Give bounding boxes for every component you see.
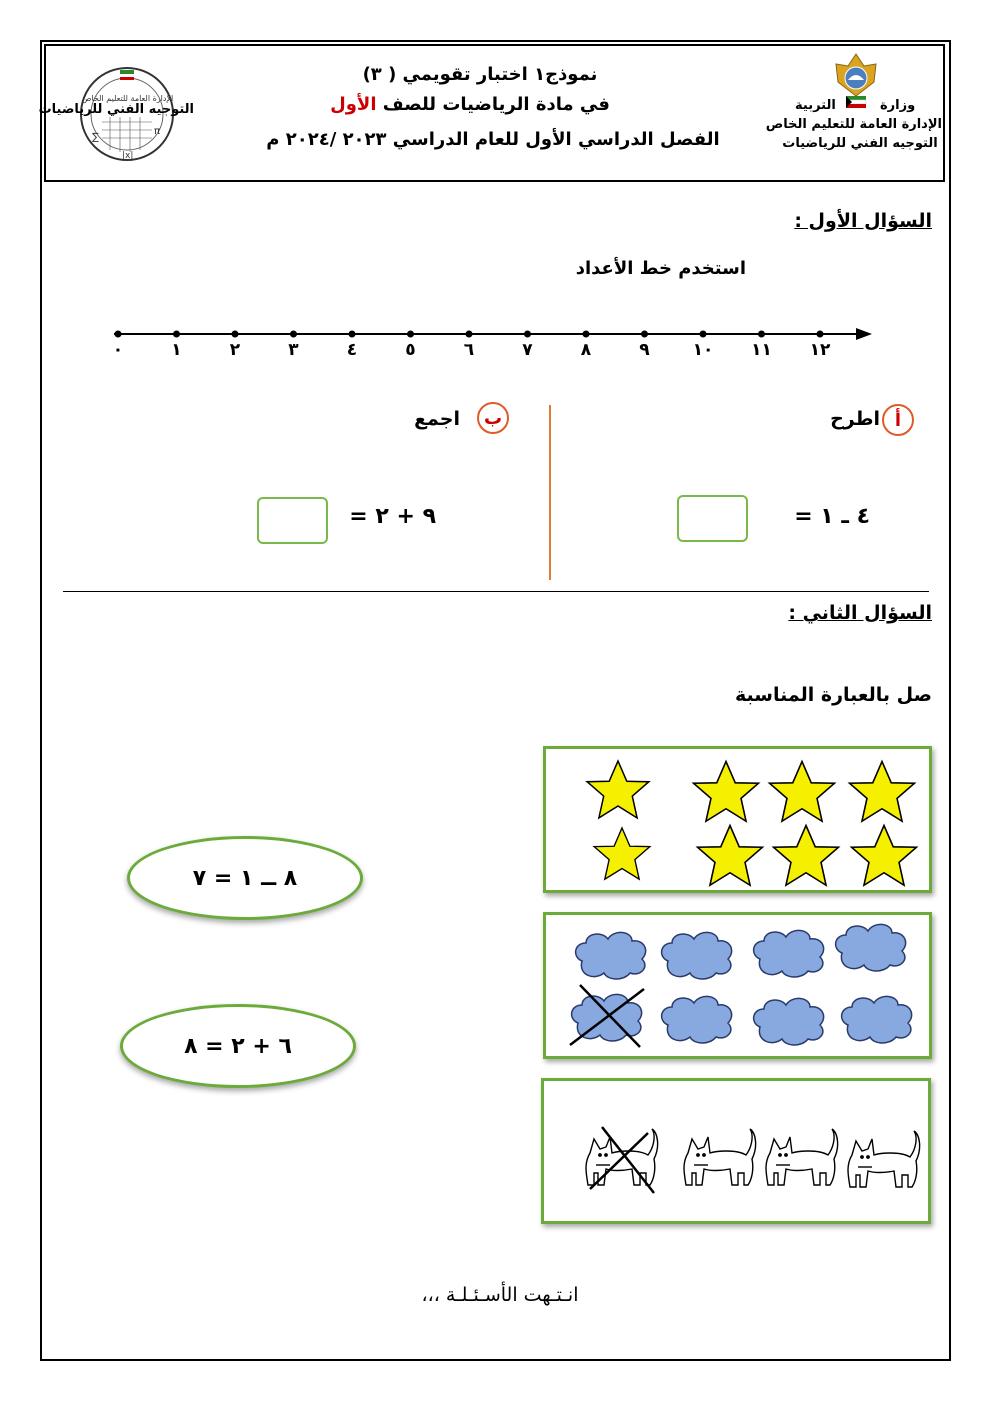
part-b-equation: ٩ + ٢ = xyxy=(349,504,436,529)
question-2-title: السؤال الثاني : xyxy=(788,602,932,624)
part-b-marker xyxy=(477,402,509,434)
cloud-icon xyxy=(754,930,824,977)
equation-oval-2-text: ٦ + ٢ = ٨ xyxy=(184,1033,292,1059)
number-line-label: ٣ xyxy=(288,340,299,360)
logo-big-text: التوجيه الفني للرياضيات xyxy=(38,102,194,117)
number-line-label: ١٢ xyxy=(809,340,831,360)
number-line-label: ٢ xyxy=(229,340,241,360)
number-line-label: ١١ xyxy=(751,340,772,360)
subject-prefix: في مادة الرياضيات للصف xyxy=(376,94,610,115)
svg-text:|x|: |x| xyxy=(122,151,134,161)
cloud-icon xyxy=(662,996,732,1043)
equation-oval-1[interactable] xyxy=(127,836,363,920)
cats-picture-box[interactable] xyxy=(541,1078,931,1224)
number-line-tick xyxy=(524,331,531,338)
number-line-label: ١ xyxy=(171,340,182,360)
part-b-label: اجمع xyxy=(414,408,460,430)
page-title: نموذج١ اختبار تقويمي ( ٣) xyxy=(362,64,598,85)
stars-picture-box[interactable] xyxy=(543,746,932,893)
number-line-tick xyxy=(758,331,765,338)
ministry-department: الإدارة العامة للتعليم الخاص xyxy=(765,117,942,132)
number-line-label: ١٠ xyxy=(692,340,714,360)
cloud-icon xyxy=(576,932,646,979)
star-icon xyxy=(694,762,759,822)
cloud-icon xyxy=(842,996,912,1043)
star-icon xyxy=(587,761,649,818)
star-icon xyxy=(698,826,763,886)
cloud-icon xyxy=(662,932,732,979)
number-line-tick xyxy=(349,331,356,338)
question-1-title: السؤال الأول : xyxy=(794,210,932,232)
cloud-icon xyxy=(754,998,824,1045)
star-icon xyxy=(594,828,650,879)
number-line-tick xyxy=(290,331,297,338)
grade-name: الأول xyxy=(330,94,377,115)
number-line-tick xyxy=(641,331,648,338)
cat-icon xyxy=(684,1129,756,1185)
equation-oval-1-text: ٨ ــ ١ = ٧ xyxy=(192,865,298,891)
cat-icon xyxy=(848,1131,920,1187)
part-a-marker xyxy=(882,404,914,436)
number-line-label: ٠ xyxy=(112,340,124,360)
ministry-word-1: وزارة xyxy=(880,98,916,113)
svg-text:π: π xyxy=(154,126,161,137)
ministry-word-2: التربية xyxy=(795,98,836,113)
number-line-label: ٤ xyxy=(346,340,358,360)
ministry-supervision: التوجيه الفني للرياضيات xyxy=(782,136,938,151)
number-line-tick xyxy=(173,331,180,338)
subject-line xyxy=(300,94,640,115)
star-icon xyxy=(774,826,839,886)
kuwait-emblem-icon xyxy=(830,52,882,114)
section-separator xyxy=(63,591,929,592)
number-line-label: ٨ xyxy=(580,340,592,360)
star-icon xyxy=(850,762,915,822)
part-a-letter: أ xyxy=(894,409,902,431)
parts-divider xyxy=(549,405,551,580)
question-1-instruction: استخدم خط الأعداد xyxy=(575,258,746,279)
part-b-letter: ب xyxy=(483,407,503,429)
number-line-tick xyxy=(232,331,239,338)
number-line-labels xyxy=(100,340,880,370)
number-line-tick xyxy=(407,331,414,338)
svg-text:∑: ∑ xyxy=(92,132,99,143)
cloud-icon xyxy=(836,924,906,971)
equation-oval-2[interactable] xyxy=(120,1004,356,1088)
number-line-label: ٩ xyxy=(639,340,650,360)
number-line-tick xyxy=(466,331,473,338)
part-a-equation: ٤ ـ ١ = xyxy=(794,504,870,529)
number-line-label: ٧ xyxy=(522,340,533,360)
part-a-answer-box[interactable] xyxy=(677,495,748,542)
star-icon xyxy=(770,762,835,822)
number-line-tick xyxy=(115,331,122,338)
number-line-tick xyxy=(583,331,590,338)
number-line-tick xyxy=(700,331,707,338)
part-b-answer-box[interactable] xyxy=(257,497,328,544)
number-line-label: ٥ xyxy=(405,340,416,360)
semester-line: الفصل الدراسي الأول للعام الدراسي ٢٠٢٣ /٢٠٢٤ م xyxy=(266,129,720,150)
clouds-picture-box[interactable] xyxy=(543,912,932,1059)
number-line-label: ٦ xyxy=(463,340,475,360)
cat-icon xyxy=(766,1129,838,1185)
number-line-tick xyxy=(817,331,824,338)
star-icon xyxy=(852,826,917,886)
part-a-label: اطرح xyxy=(830,408,880,430)
question-2-instruction: صل بالعبارة المناسبة xyxy=(735,684,932,706)
end-of-questions: انـتـهت الأسـئـلـة ،،، xyxy=(421,1284,579,1306)
logo-small-text: الإدارة العامة للتعليم الخاص xyxy=(81,94,174,103)
